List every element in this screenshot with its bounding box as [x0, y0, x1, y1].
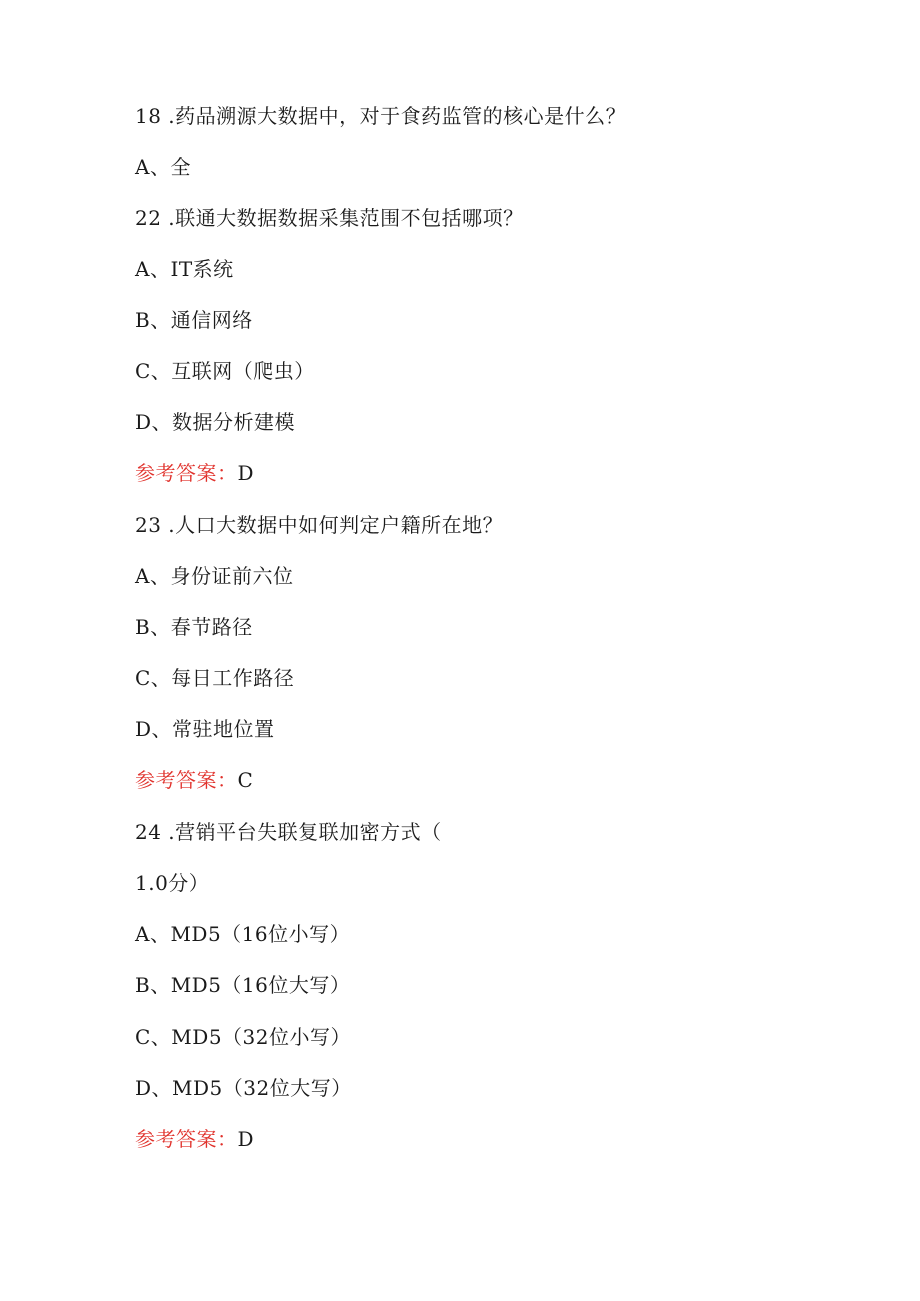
question-24-answer — [135, 1126, 254, 1152]
answer-value: D — [237, 1127, 255, 1151]
question-24-stem: 24 .营销平台失联复联加密方式（ — [135, 820, 442, 844]
question-22-answer — [135, 460, 254, 486]
question-23-answer — [135, 767, 253, 793]
question-24-option-d: D、MD5（32位大写） — [135, 1076, 352, 1100]
question-18-option-a: A、全 — [135, 155, 191, 179]
question-23-option-d: D、常驻地位置 — [135, 717, 275, 741]
answer-label: 参考答案： — [135, 768, 238, 792]
question-23-option-c: C、每日工作路径 — [135, 666, 295, 690]
question-18-stem: 18 .药品溯源大数据中，对于食药监管的核心是什么？ — [135, 104, 627, 128]
question-22-option-b: B、通信网络 — [135, 308, 253, 332]
question-24-option-a: A、MD5（16位小写） — [135, 922, 351, 946]
answer-value: C — [237, 768, 254, 792]
question-22-stem: 22 .联通大数据数据采集范围不包括哪项？ — [135, 206, 524, 230]
question-24-option-c: C、MD5（32位小写） — [135, 1025, 351, 1049]
question-22-option-c: C、互联网（爬虫） — [135, 359, 315, 383]
question-23-option-b: B、春节路径 — [135, 615, 253, 639]
question-22-option-a: A、IT系统 — [135, 257, 234, 281]
question-23-stem: 23 .人口大数据中如何判定户籍所在地？ — [135, 513, 504, 537]
question-24-stem-continued: 1.0分） — [135, 871, 210, 895]
question-22-option-d: D、数据分析建模 — [135, 410, 296, 434]
answer-value: D — [237, 461, 255, 485]
question-23-option-a: A、身份证前六位 — [135, 564, 294, 588]
answer-label: 参考答案： — [135, 461, 238, 485]
answer-label: 参考答案： — [135, 1127, 238, 1151]
question-24-option-b: B、MD5（16位大写） — [135, 973, 351, 997]
